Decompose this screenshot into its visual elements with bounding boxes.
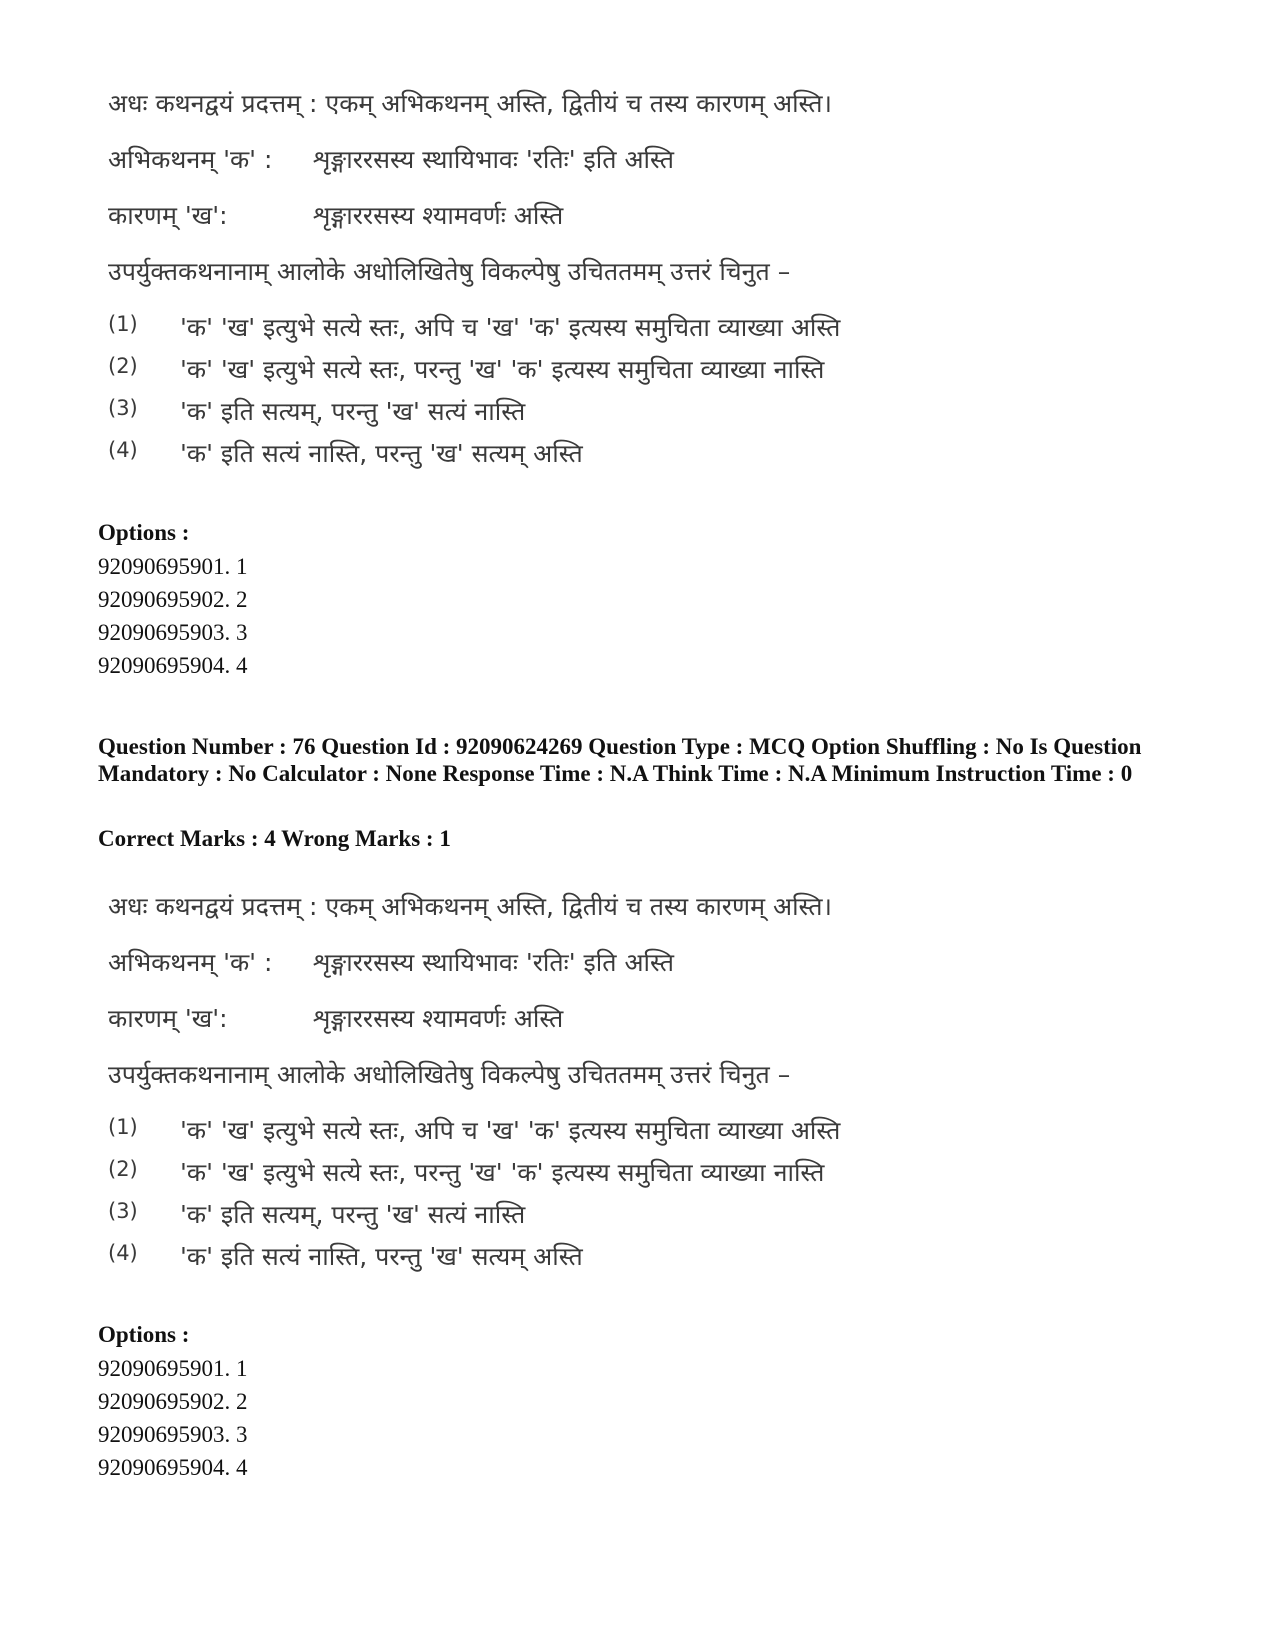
option-id: 92090695903. 3 xyxy=(98,1422,248,1447)
assertion-label: अभिकथनम् 'क' : xyxy=(108,948,273,977)
marks-line: Correct Marks : 4 Wrong Marks : 1 xyxy=(98,826,451,851)
question-intro: अधः कथनद्वयं प्रदत्तम् : एकम् अभिकथनम् अस्ति, द्वितीयं च तस्य कारणम् अस्ति। xyxy=(108,89,833,118)
reason-text: शृङ्गाररसस्य श्यामवर्णः अस्ति xyxy=(313,201,564,230)
options-heading: Options : xyxy=(98,1322,190,1347)
choice-text: 'क' 'ख' इत्युभे सत्ये स्तः, अपि च 'ख' 'क' इत्यस्य समुचिता व्याख्या अस्ति xyxy=(180,1116,841,1145)
choice-text: 'क' 'ख' इत्युभे सत्ये स्तः, परन्तु 'ख' 'क' इत्यस्य समुचिता व्याख्या नास्ति xyxy=(180,355,825,384)
option-id: 92090695904. 4 xyxy=(98,653,248,678)
option-id: 92090695901. 1 xyxy=(98,1356,248,1381)
choice-number: (2) xyxy=(108,354,138,378)
question-header: Question Number : 76 Question Id : 92090624269 Question Type : MCQ Option Shuffling : No Is Question Mandatory : No Calculator : None Response Time : N.A Think Time : N.A Minimum Instruction Time : 0 xyxy=(98,734,1142,786)
reason-text: शृङ्गाररसस्य श्यामवर्णः अस्ति xyxy=(313,1004,564,1033)
choice-number: (4) xyxy=(108,1241,138,1265)
assertion-text: शृङ्गाररसस्य स्थायिभावः 'रतिः' इति अस्ति xyxy=(313,948,675,977)
option-id: 92090695902. 2 xyxy=(98,1389,248,1414)
option-id: 92090695901. 1 xyxy=(98,554,248,579)
option-id: 92090695903. 3 xyxy=(98,620,248,645)
option-id: 92090695902. 2 xyxy=(98,587,248,612)
instruction-text: उपर्युक्तकथनानाम् आलोके अधोलिखितेषु विकल्पेषु उचिततमम् उत्तरं चिनुत – xyxy=(108,1060,791,1089)
choice-number: (1) xyxy=(108,1115,138,1139)
reason-label: कारणम् 'ख': xyxy=(108,201,228,230)
assertion-text: शृङ्गाररसस्य स्थायिभावः 'रतिः' इति अस्ति xyxy=(313,145,675,174)
choice-text: 'क' इति सत्यं नास्ति, परन्तु 'ख' सत्यम् अस्ति xyxy=(180,1242,583,1271)
choice-text: 'क' इति सत्यं नास्ति, परन्तु 'ख' सत्यम् अस्ति xyxy=(180,439,583,468)
question-intro: अधः कथनद्वयं प्रदत्तम् : एकम् अभिकथनम् अस्ति, द्वितीयं च तस्य कारणम् अस्ति। xyxy=(108,892,833,921)
instruction-text: उपर्युक्तकथनानाम् आलोके अधोलिखितेषु विकल्पेषु उचिततमम् उत्तरं चिनुत – xyxy=(108,257,791,286)
reason-label: कारणम् 'ख': xyxy=(108,1004,228,1033)
choice-number: (1) xyxy=(108,312,138,336)
choice-text: 'क' 'ख' इत्युभे सत्ये स्तः, परन्तु 'ख' 'क' इत्यस्य समुचिता व्याख्या नास्ति xyxy=(180,1158,825,1187)
choice-number: (2) xyxy=(108,1157,138,1181)
choice-text: 'क' इति सत्यम्, परन्तु 'ख' सत्यं नास्ति xyxy=(180,397,526,426)
choice-number: (3) xyxy=(108,396,138,420)
choice-text: 'क' इति सत्यम्, परन्तु 'ख' सत्यं नास्ति xyxy=(180,1200,526,1229)
choice-number: (3) xyxy=(108,1199,138,1223)
options-heading: Options : xyxy=(98,520,190,545)
choice-text: 'क' 'ख' इत्युभे सत्ये स्तः, अपि च 'ख' 'क' इत्यस्य समुचिता व्याख्या अस्ति xyxy=(180,313,841,342)
choice-number: (4) xyxy=(108,438,138,462)
assertion-label: अभिकथनम् 'क' : xyxy=(108,145,273,174)
option-id: 92090695904. 4 xyxy=(98,1455,248,1480)
